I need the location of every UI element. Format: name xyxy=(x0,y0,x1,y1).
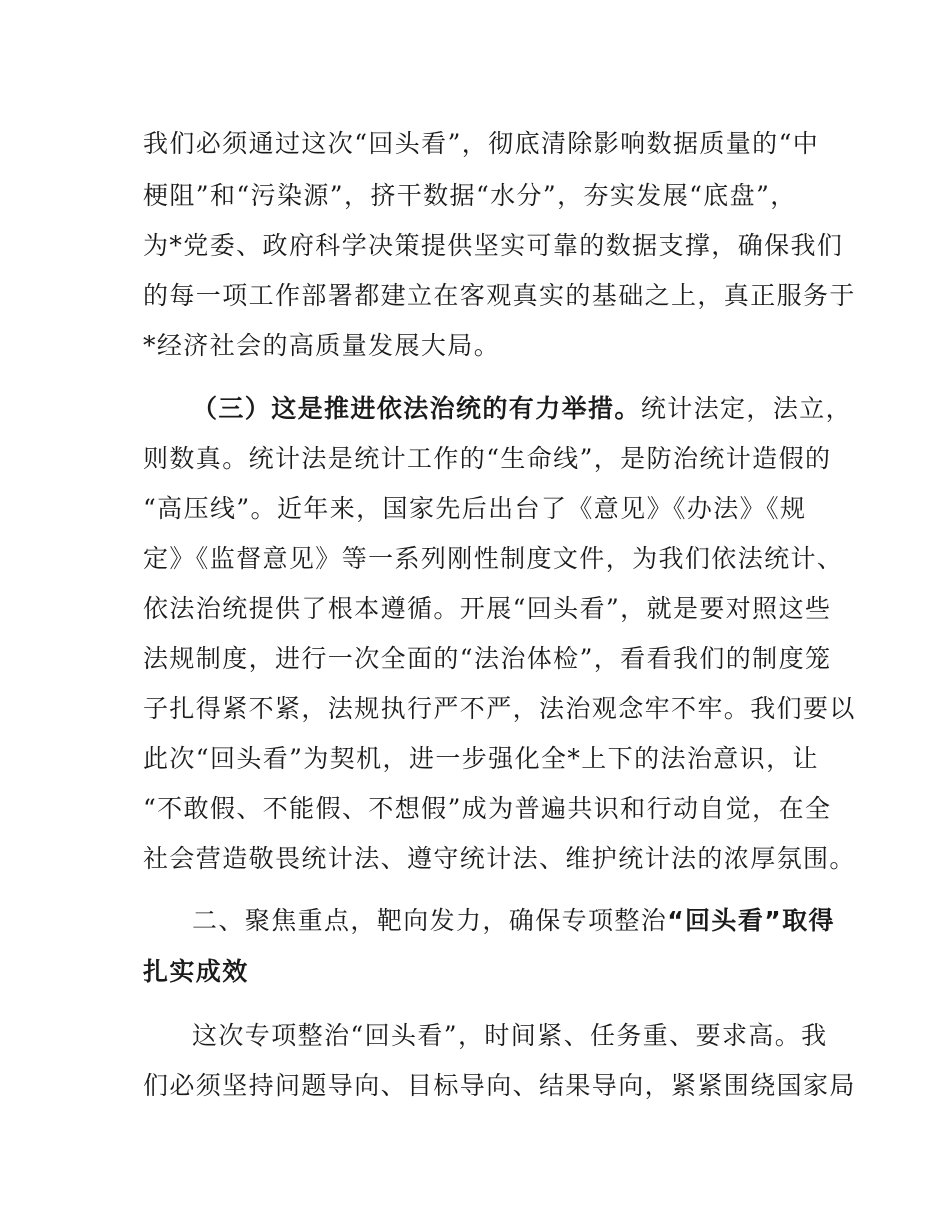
paragraph-3-line-1: 这次专项整治“回头看”，时间紧、任务重、要求高。我 xyxy=(192,1021,828,1050)
paragraph-1-line-2: 梗阻”和“污染源”，挤干数据“水分”，夯实发展“底盘”， xyxy=(143,181,797,210)
paragraph-2-line-9: “不敢假、不能假、不想假”成为普遍共识和行动自觉，在全 xyxy=(143,794,832,823)
paragraph-2-line-8: 此次“回头看”为契机，进一步强化全*上下的法治意识，让 xyxy=(143,744,819,773)
paragraph-3-line-2: 们必须坚持问题导向、目标导向、结果导向，紧紧围绕国家局 xyxy=(143,1071,856,1100)
paragraph-1-line-5: *经济社会的高质量发展大局。 xyxy=(143,331,501,360)
paragraph-1-line-4: 的每一项工作部署都建立在客观真实的基础之上，真正服务于 xyxy=(143,281,856,310)
paragraph-2-lead-heading: （三）这是推进依法治统的有力举措。 xyxy=(192,394,641,423)
section-heading-line-1 xyxy=(192,905,835,937)
paragraph-2-line-2: 则数真。统计法是统计工作的“生命线”，是防治统计造假的 xyxy=(143,444,832,473)
paragraph-1-line-3: 为*党委、政府科学决策提供坚实可靠的数据支撑，确保我们 xyxy=(143,231,844,260)
section-heading-emphasis: “回头看”取得 xyxy=(667,906,835,935)
paragraph-1-line-1: 我们必须通过这次“回头看”，彻底清除影响数据质量的“中 xyxy=(143,129,820,158)
paragraph-2-line-4: 定》《监督意见》等一系列刚性制度文件，为我们依法统计、 xyxy=(143,544,844,573)
paragraph-2-line-10: 社会营造敬畏统计法、遵守统计法、维护统计法的浓厚氛围。 xyxy=(143,844,856,873)
section-heading-text: 二、聚焦重点，靶向发力，确保专项整治 xyxy=(192,906,668,935)
paragraph-2-line-1 xyxy=(192,393,852,425)
paragraph-2-line-6: 法规制度，进行一次全面的“法治体检”，看看我们的制度笼 xyxy=(143,644,832,673)
section-heading-emphasis-2: 扎实成效 xyxy=(143,957,249,986)
paragraph-2-line-5: 依法治统提供了根本遵循。开展“回头看”，就是要对照这些 xyxy=(143,594,832,623)
paragraph-2-lead-text: 统计法定，法立， xyxy=(640,394,853,423)
paragraph-2-line-7: 子扎得紧不紧，法规执行严不严，法治观念牢不牢。我们要以 xyxy=(143,694,856,723)
section-heading-line-2 xyxy=(143,956,249,988)
paragraph-2-line-3: “高压线”。近年来，国家先后出台了《意见》《办法》《规 xyxy=(143,494,807,523)
